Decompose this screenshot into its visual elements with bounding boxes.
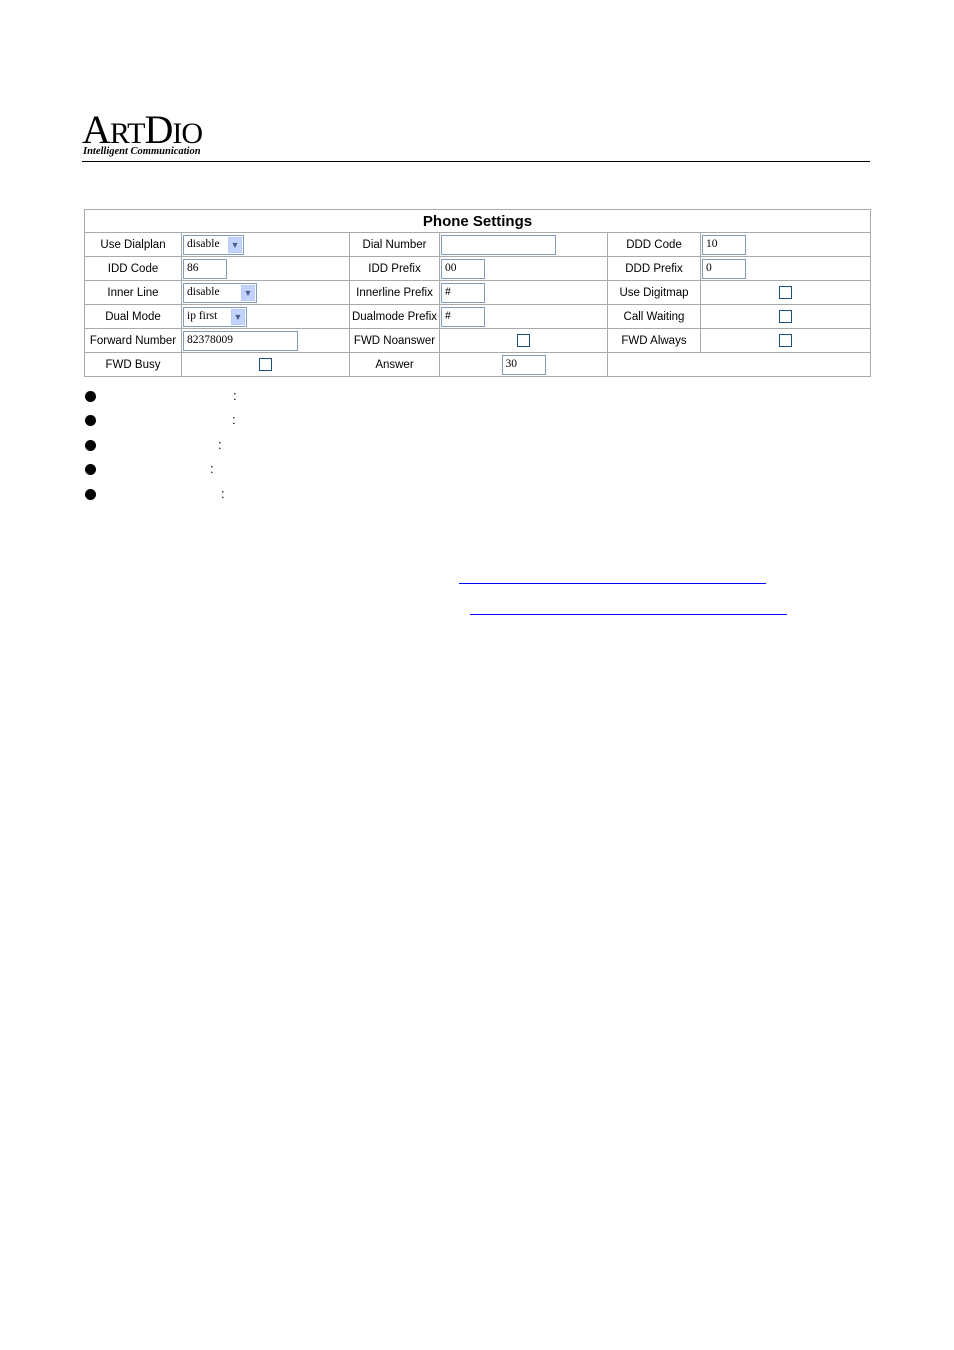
innerline-prefix-input[interactable]: #	[441, 283, 485, 303]
bullet-dot-icon	[85, 440, 96, 451]
use-digitmap-label: Use Digitmap	[608, 281, 701, 305]
dualmode-prefix-label: Dualmode Prefix	[350, 305, 440, 329]
dial-number-label: Dial Number	[350, 233, 440, 257]
list-item: :	[85, 461, 385, 485]
idd-code-label: IDD Code	[85, 257, 182, 281]
idd-prefix-input[interactable]: 00	[441, 259, 485, 279]
logo-wordmark: ARTDIO	[82, 107, 202, 152]
ddd-code-input[interactable]: 10	[702, 235, 746, 255]
dual-mode-select[interactable]: ip first ▼	[183, 307, 247, 327]
idd-code-input[interactable]: 86	[183, 259, 227, 279]
table-row	[85, 353, 871, 377]
dualmode-prefix-input[interactable]: #	[441, 307, 485, 327]
list-item: :	[85, 412, 385, 436]
ddd-code-label: DDD Code	[608, 233, 701, 257]
table-title: Phone Settings	[85, 210, 871, 233]
table-row	[85, 257, 871, 281]
call-waiting-label: Call Waiting	[608, 305, 701, 329]
phone-settings-table	[84, 209, 871, 377]
hyperlink-underline[interactable]	[470, 614, 787, 615]
inner-line-select[interactable]: disable ▼	[183, 283, 257, 303]
fwd-always-checkbox[interactable]	[779, 334, 792, 347]
idd-prefix-label: IDD Prefix	[350, 257, 440, 281]
table-row	[85, 329, 871, 353]
use-dialplan-select[interactable]: disable ▼	[183, 235, 244, 255]
table-row	[85, 281, 871, 305]
fwd-noanswer-label: FWD Noanswer	[350, 329, 440, 353]
hyperlink-underline[interactable]	[459, 583, 766, 584]
use-digitmap-checkbox[interactable]	[779, 286, 792, 299]
header-divider	[82, 161, 870, 162]
fwd-always-label: FWD Always	[608, 329, 701, 353]
chevron-down-icon[interactable]: ▼	[228, 237, 242, 253]
bullet-dot-icon	[85, 391, 96, 402]
bullet-dot-icon	[85, 415, 96, 426]
chevron-down-icon[interactable]: ▼	[231, 309, 245, 325]
answer-input[interactable]: 30	[502, 355, 546, 375]
call-waiting-checkbox[interactable]	[779, 310, 792, 323]
artdio-logo	[82, 107, 282, 160]
use-dialplan-label: Use Dialplan	[85, 233, 182, 257]
logo-tagline: Intelligent Communication	[83, 146, 201, 157]
list-item: :	[85, 486, 385, 510]
innerline-prefix-label: Innerline Prefix	[350, 281, 440, 305]
bullet-list	[85, 388, 385, 510]
list-item: :	[85, 388, 385, 412]
table-row	[85, 233, 871, 257]
table-row	[85, 305, 871, 329]
forward-number-label: Forward Number	[85, 329, 182, 353]
fwd-busy-label: FWD Busy	[85, 353, 182, 377]
dial-number-input[interactable]	[441, 235, 556, 255]
ddd-prefix-input[interactable]: 0	[702, 259, 746, 279]
answer-label: Answer	[350, 353, 440, 377]
bullet-dot-icon	[85, 464, 96, 475]
inner-line-label: Inner Line	[85, 281, 182, 305]
fwd-noanswer-checkbox[interactable]	[517, 334, 530, 347]
chevron-down-icon[interactable]: ▼	[241, 285, 255, 301]
dual-mode-label: Dual Mode	[85, 305, 182, 329]
forward-number-input[interactable]: 82378009	[183, 331, 298, 351]
fwd-busy-checkbox[interactable]	[259, 358, 272, 371]
empty-cell	[608, 353, 871, 377]
bullet-dot-icon	[85, 489, 96, 500]
ddd-prefix-label: DDD Prefix	[608, 257, 701, 281]
list-item: :	[85, 437, 385, 461]
